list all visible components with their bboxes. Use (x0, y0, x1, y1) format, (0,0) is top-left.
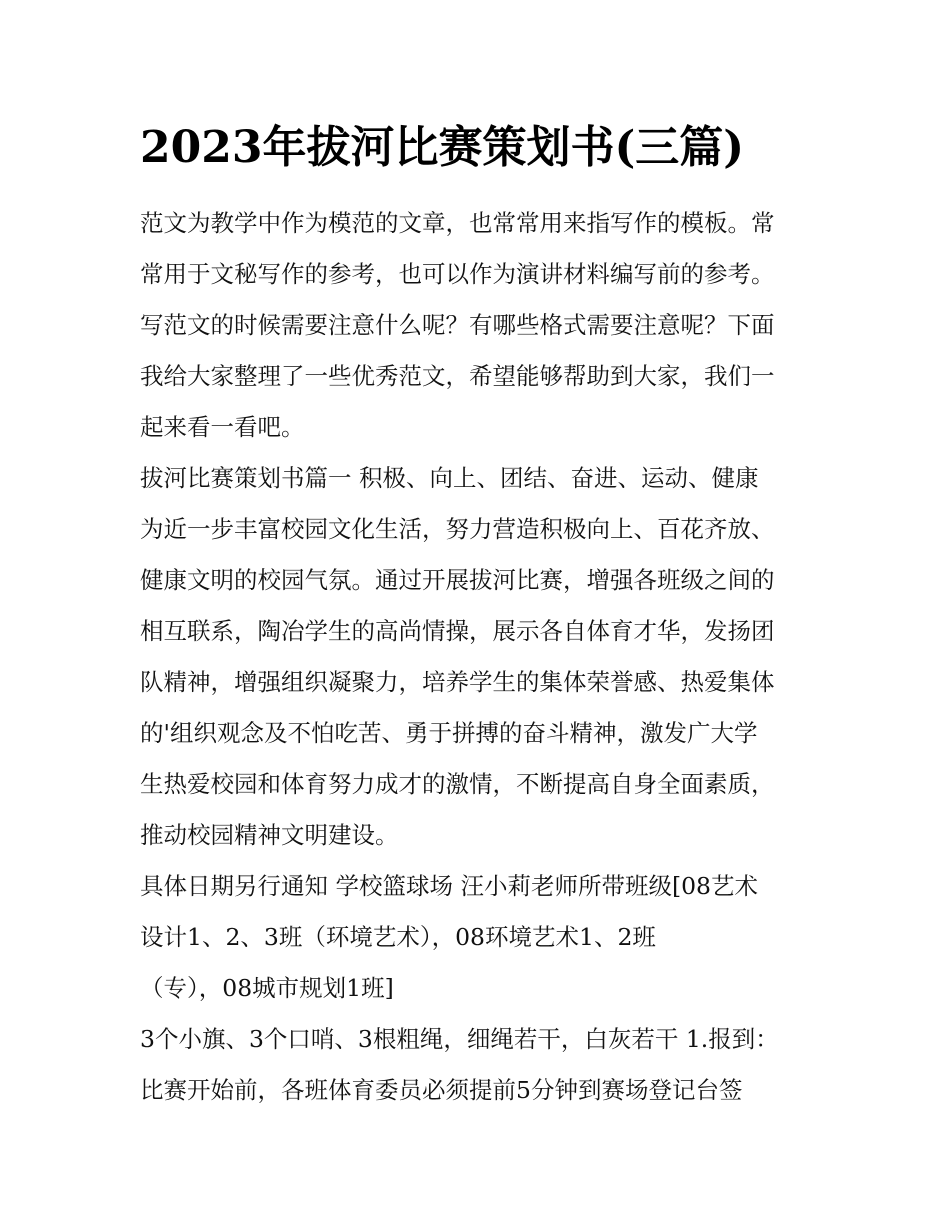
text-line: 为近一步丰富校园文化生活，努力营造积极向上、百花齐放、 (140, 515, 775, 543)
text-line: 队精神，增强组织凝聚力，培养学生的集体荣誉感、热爱集体 (140, 668, 775, 696)
text-line: 的'组织观念及不怕吃苦、勇于拼搏的奋斗精神，激发广大学 (140, 719, 758, 747)
document-title: 2023年拔河比赛策划书(三篇) (140, 122, 745, 173)
text-line: 写范文的时候需要注意什么呢？有哪些格式需要注意呢？下面 (140, 311, 775, 339)
text-line: 生热爱校园和体育努力成才的激情，不断提高自身全面素质， (140, 770, 775, 798)
text-line: 我给大家整理了一些优秀范文，希望能够帮助到大家，我们一 (140, 362, 775, 390)
text-line: 具体日期另行通知 学校篮球场 汪小莉老师所带班级[08艺术 (140, 872, 759, 900)
text-line: 推动校园精神文明建设。 (140, 821, 399, 849)
text-line: 健康文明的校园气氛。通过开展拔河比赛，增强各班级之间的 (140, 566, 775, 594)
text-line: （专），08城市规划1班] (140, 974, 394, 1002)
text-line: 相互联系，陶冶学生的高尚情操，展示各自体育才华，发扬团 (140, 617, 775, 645)
text-line: 比赛开始前，各班体育委员必须提前5分钟到赛场登记台签 (140, 1076, 743, 1104)
text-line: 范文为教学中作为模范的文章，也常常用来指写作的模板。常 (140, 209, 775, 237)
text-line: 3个小旗、3个口哨、3根粗绳，细绳若干，白灰若干 1.报到： (140, 1025, 779, 1053)
text-line: 常用于文秘写作的参考，也可以作为演讲材料编写前的参考。 (140, 260, 775, 288)
document-body (140, 198, 815, 1116)
text-line: 设计1、2、3班（环境艺术），08环境艺术1、2班 (140, 923, 656, 951)
text-line: 拔河比赛策划书篇一 积极、向上、团结、奋进、运动、健康 (140, 464, 759, 492)
text-line: 起来看一看吧。 (140, 413, 305, 441)
